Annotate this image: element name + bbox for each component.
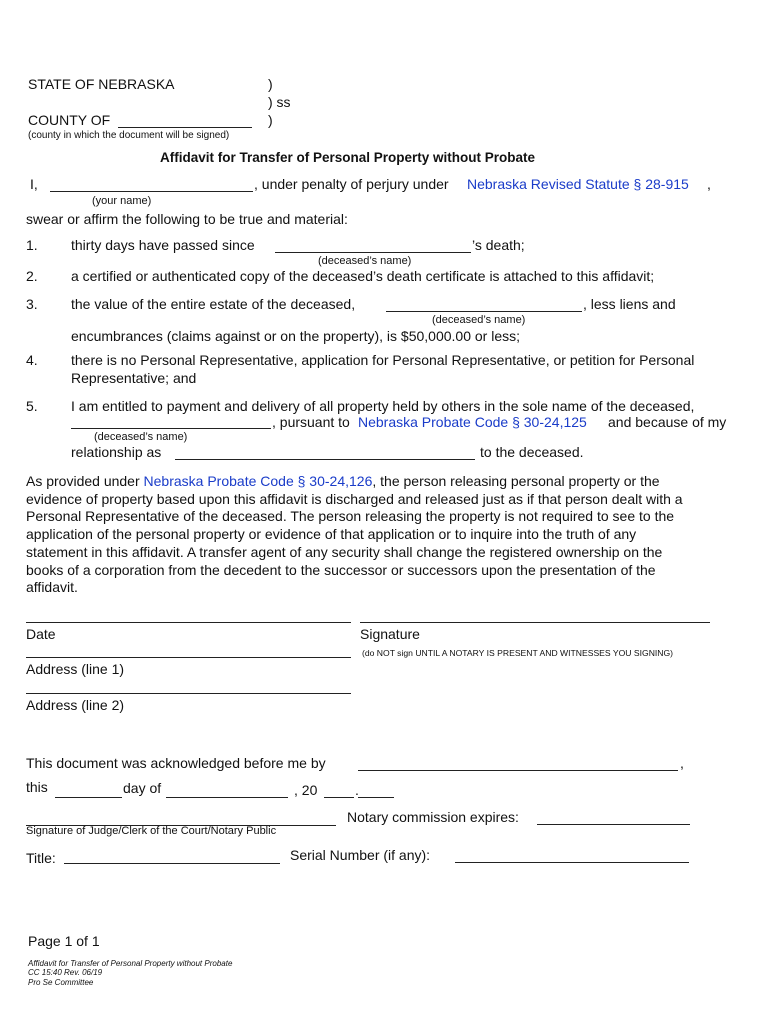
item-4-text: there is no Personal Representative, application for Personal Representative, or petition for Personal (71, 352, 695, 368)
provision-paragraph (26, 473, 683, 597)
intro-comma: , (707, 176, 711, 192)
item-4-text-2: Representative; and (71, 370, 197, 386)
item-1-death: ’s death; (472, 237, 525, 253)
month-blank[interactable] (166, 797, 288, 798)
county-blank[interactable] (118, 127, 252, 128)
item-5-pursuant: , pursuant to (272, 414, 350, 430)
item-2-number: 2. (26, 268, 38, 284)
year-prefix: , 20 (294, 782, 318, 798)
title-line[interactable] (64, 863, 280, 864)
probate-code-30-24-126-link[interactable]: Nebraska Probate Code § 30-24,126 (143, 473, 373, 489)
provision-line-6: books of a corporation from the decedent to the successor or successors upon the presentation of the (26, 561, 656, 578)
county-note: (county in which the document will be signed) (28, 130, 230, 141)
statute-28-915-link[interactable]: Nebraska Revised Statute § 28-915 (467, 176, 689, 192)
intro-i: I, (30, 176, 38, 192)
item-1-number: 1. (26, 237, 38, 253)
footer-form-title: Affidavit for Transfer of Personal Property without Probate (28, 959, 233, 968)
deceased-name-blank-2[interactable] (386, 311, 582, 312)
deceased-name-note-3: (deceased’s name) (94, 431, 188, 443)
footer-committee: Pro Se Committee (28, 978, 94, 987)
item-5-number: 5. (26, 398, 38, 414)
serial-number-label: Serial Number (if any): (290, 847, 431, 863)
item-3-encumbrances: encumbrances (claims against or on the property), is $50,000.00 or less; (71, 328, 521, 344)
item-2-text: a certified or authenticated copy of the deceased’s death certificate is attached to this affidavit; (71, 268, 655, 284)
serial-number-line[interactable] (455, 862, 689, 863)
item-5-relationship: relationship as (71, 444, 162, 460)
signature-line[interactable] (360, 622, 710, 623)
provision-line-4: application of the personal property or evidence of that application or to inquire into the truth of any (26, 526, 637, 543)
provision-line-2: evidence of property based upon this affidavit is discharged and released just as if that person dealt with a (26, 490, 683, 507)
address-2-label: Address (line 2) (26, 697, 125, 713)
provision-line-7: affidavit. (26, 579, 78, 596)
acknowledged-comma: , (680, 755, 684, 771)
provision-text-b: , the person releasing personal property or the (372, 473, 660, 489)
item-4-number: 4. (26, 352, 38, 368)
address-1-label: Address (line 1) (26, 661, 125, 677)
signature-label: Signature (360, 626, 420, 642)
intro-penalty: , under penalty of perjury under (254, 176, 449, 192)
county-label: COUNTY OF (28, 112, 111, 128)
title-label: Title: (26, 850, 56, 866)
acknowledged-by-line[interactable] (358, 770, 678, 771)
commission-expires-line[interactable] (537, 824, 690, 825)
probate-code-30-24-125-link[interactable]: Nebraska Probate Code § 30-24,125 (358, 414, 587, 430)
relationship-blank[interactable] (175, 459, 475, 460)
year-blank-2[interactable] (358, 797, 394, 798)
item-3-liens: , less liens and (583, 296, 676, 312)
day-of-label: day of (123, 780, 162, 796)
item-3-text: the value of the entire estate of the deceased, (71, 296, 356, 312)
year-blank[interactable] (324, 797, 354, 798)
item-5-because: and because of my (608, 414, 727, 430)
notary-signature-label: Signature of Judge/Clerk of the Court/Notary Public (26, 825, 277, 837)
your-name-blank[interactable] (50, 191, 253, 192)
item-5-text: I am entitled to payment and delivery of all property held by others in the sole name of the deceased, (71, 398, 695, 414)
item-5-to-deceased: to the deceased. (480, 444, 584, 460)
deceased-name-blank-1[interactable] (275, 252, 471, 253)
day-blank[interactable] (55, 797, 122, 798)
paren-ss: ) ss (268, 94, 291, 110)
address-1-line[interactable] (26, 657, 351, 658)
footer-form-number: CC 15:40 Rev. 06/19 (28, 968, 103, 977)
item-3-number: 3. (26, 296, 38, 312)
paren-1: ) (268, 76, 273, 92)
signature-note: (do NOT sign UNTIL A NOTARY IS PRESENT AND WITNESSES YOU SIGNING) (362, 648, 674, 658)
deceased-name-blank-3[interactable] (71, 428, 271, 429)
state-label: STATE OF NEBRASKA (28, 76, 175, 92)
acknowledged-text: This document was acknowledged before me by (26, 755, 326, 771)
your-name-note: (your name) (92, 195, 152, 207)
year-period: . (355, 782, 359, 798)
provision-text-a: As provided under (26, 473, 140, 489)
date-label: Date (26, 626, 56, 642)
paren-3: ) (268, 112, 273, 128)
deceased-name-note-1: (deceased’s name) (318, 255, 412, 267)
address-2-line[interactable] (26, 693, 351, 694)
deceased-name-note-2: (deceased’s name) (432, 314, 526, 326)
date-line[interactable] (26, 622, 351, 623)
this-label: this (26, 779, 48, 795)
provision-line-5: statement in this affidavit. A transfer agent of any security shall change the registered ownership on the (26, 543, 663, 560)
commission-expires-label: Notary commission expires: (347, 809, 519, 825)
item-1-text: thirty days have passed since (71, 237, 255, 253)
provision-line-3: Personal Representative of the deceased. The person releasing the property is not required to see to the (26, 508, 675, 525)
swear-text: swear or affirm the following to be true and material: (26, 211, 348, 227)
document-title: Affidavit for Transfer of Personal Property without Probate (160, 150, 536, 165)
page-number: Page 1 of 1 (28, 933, 100, 949)
